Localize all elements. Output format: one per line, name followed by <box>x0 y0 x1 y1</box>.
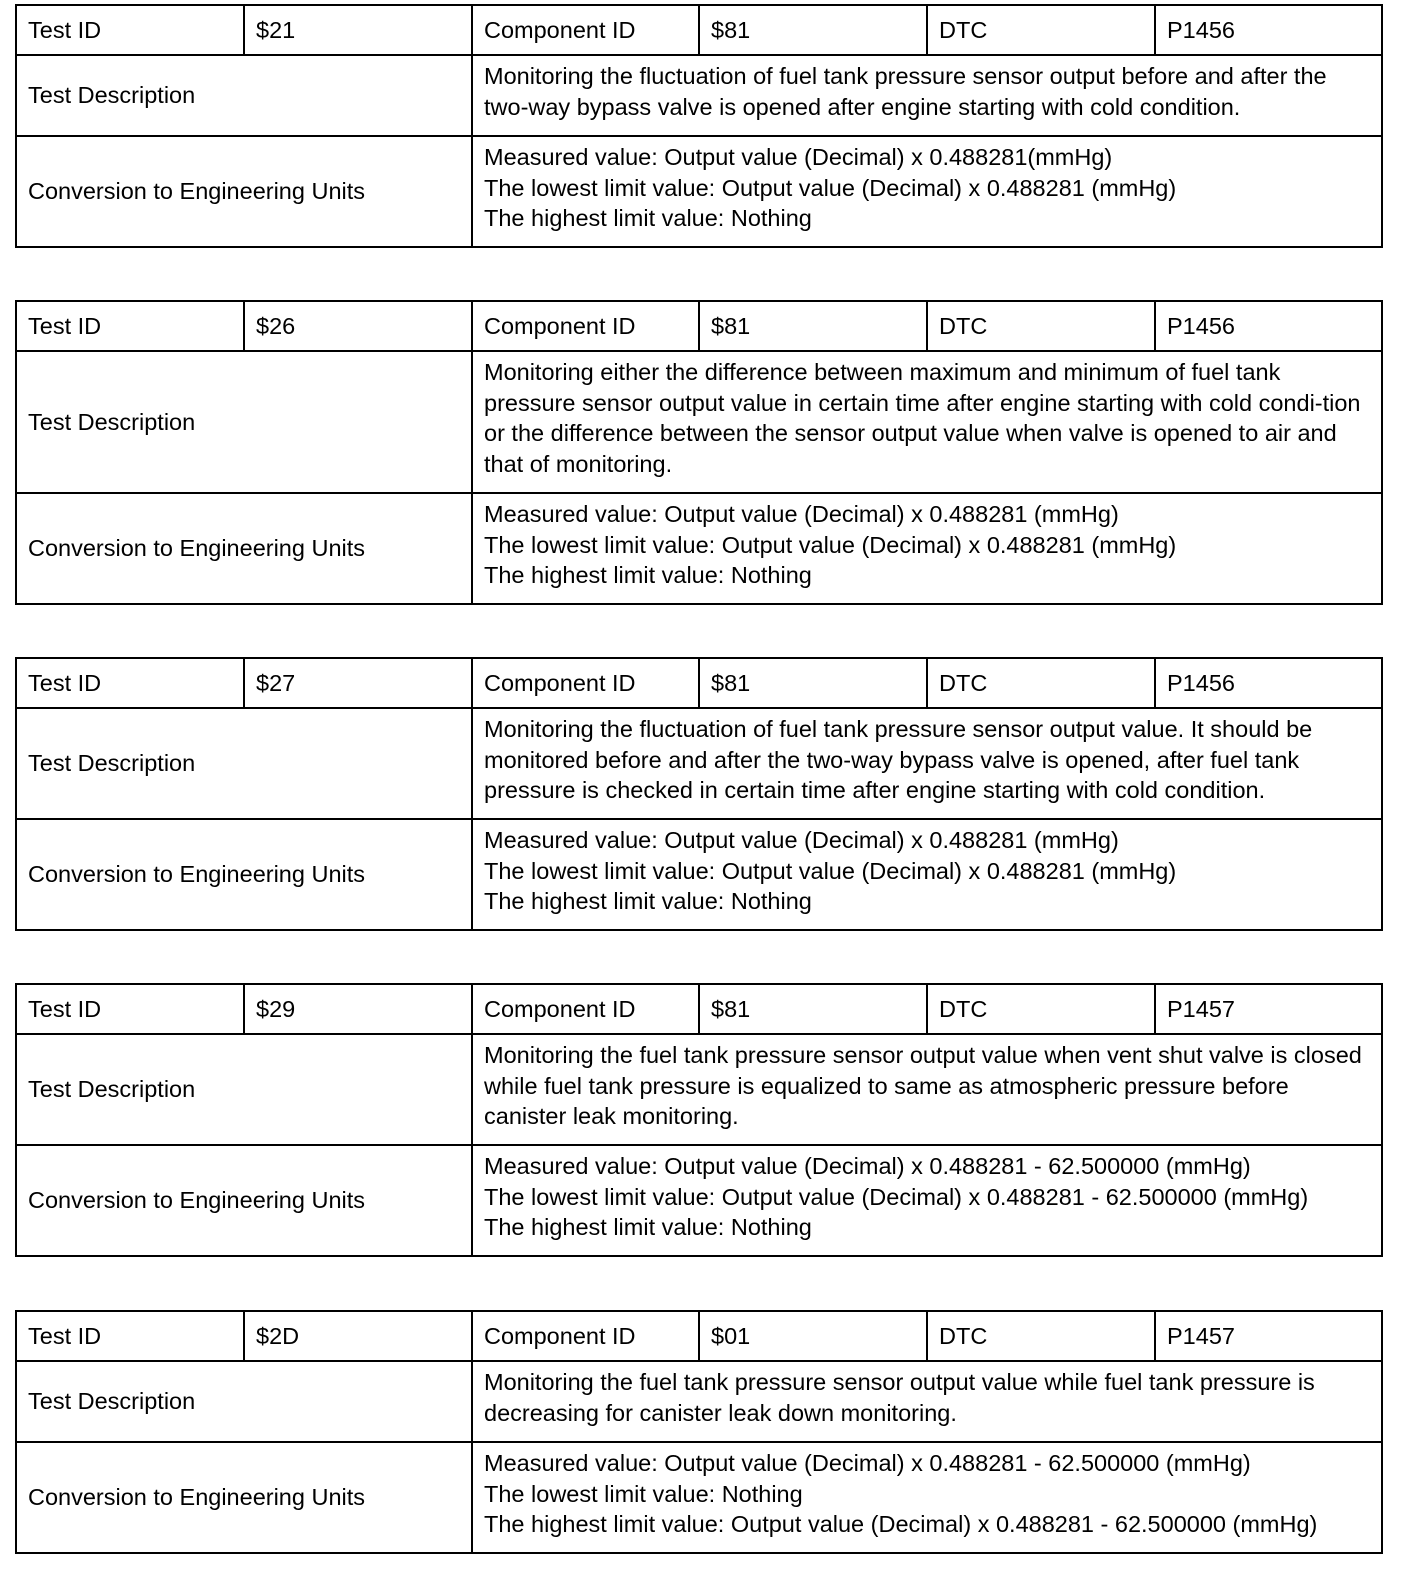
component-id-value: $81 <box>699 301 927 351</box>
description-row <box>16 708 1382 819</box>
test-spec-table <box>15 983 1383 1257</box>
test-id-label: Test ID <box>16 5 244 55</box>
description-text: Monitoring the fluctuation of fuel tank pressure sensor output before and after the two-way bypass valve is opened after engine starting with cold condition. <box>484 63 1327 120</box>
dtc-value: P1456 <box>1155 658 1382 708</box>
conversion-label: Conversion to Engineering Units <box>16 819 472 930</box>
id-row <box>16 984 1382 1034</box>
test-id-value: $27 <box>244 658 472 708</box>
test-description-label: Test Description <box>16 55 472 136</box>
test-description-value <box>472 55 1382 136</box>
conversion-value <box>472 1145 1382 1256</box>
description-text: Monitoring the fuel tank pressure sensor output value when vent shut valve is closed while fuel tank pressure is equalized to same as atmospheric pressure before canister leak monitoring. <box>484 1042 1362 1129</box>
conversion-value <box>472 819 1382 930</box>
highest-limit-line: The highest limit value: Output value (Decimal) x 0.488281 - 62.500000 (mmHg) <box>484 1511 1318 1537</box>
conversion-row <box>16 1442 1382 1553</box>
test-spec-table <box>15 4 1383 248</box>
dtc-label: DTC <box>927 1311 1155 1361</box>
component-id-label: Component ID <box>472 1311 699 1361</box>
measured-value-line: Measured value: Output value (Decimal) x 0.488281 - 62.500000 (mmHg) <box>484 1450 1251 1476</box>
highest-limit-line: The highest limit value: Nothing <box>484 562 812 588</box>
lowest-limit-line: The lowest limit value: Output value (Decimal) x 0.488281 (mmHg) <box>484 174 1177 201</box>
test-description-value <box>472 1361 1382 1442</box>
component-id-label: Component ID <box>472 301 699 351</box>
measured-value-line: Measured value: Output value (Decimal) x 0.488281 (mmHg) <box>484 501 1119 527</box>
conversion-label: Conversion to Engineering Units <box>16 493 472 604</box>
test-spec-table <box>15 657 1383 931</box>
component-id-value: $01 <box>699 1311 927 1361</box>
lowest-limit-line: The lowest limit value: Nothing <box>484 1480 803 1507</box>
highest-limit-line: The highest limit value: Nothing <box>484 888 812 914</box>
component-id-value: $81 <box>699 658 927 708</box>
test-description-value <box>472 1034 1382 1145</box>
dtc-value: P1457 <box>1155 1311 1382 1361</box>
dtc-label: DTC <box>927 658 1155 708</box>
conversion-row <box>16 136 1382 247</box>
test-description-label: Test Description <box>16 1361 472 1442</box>
component-id-label: Component ID <box>472 984 699 1034</box>
highest-limit-line: The highest limit value: Nothing <box>484 1214 812 1240</box>
description-row <box>16 351 1382 493</box>
id-row <box>16 658 1382 708</box>
component-id-value: $81 <box>699 5 927 55</box>
test-id-value: $26 <box>244 301 472 351</box>
description-row <box>16 1361 1382 1442</box>
id-row <box>16 1311 1382 1361</box>
conversion-value <box>472 136 1382 247</box>
conversion-value <box>472 493 1382 604</box>
dtc-label: DTC <box>927 984 1155 1034</box>
id-row <box>16 5 1382 55</box>
test-id-label: Test ID <box>16 301 244 351</box>
conversion-row <box>16 819 1382 930</box>
dtc-value: P1456 <box>1155 5 1382 55</box>
test-description-label: Test Description <box>16 1034 472 1145</box>
description-text: Monitoring either the difference between maximum and minimum of fuel tank pressure sensor output value in certain time after engine starting with cold condi-tion or the difference between the sensor output value when valve is opened to air and that of monitoring. <box>484 359 1361 477</box>
test-description-label: Test Description <box>16 708 472 819</box>
conversion-label: Conversion to Engineering Units <box>16 1442 472 1553</box>
description-row <box>16 55 1382 136</box>
dtc-value: P1456 <box>1155 301 1382 351</box>
dtc-label: DTC <box>927 5 1155 55</box>
test-description-value <box>472 708 1382 819</box>
dtc-label: DTC <box>927 301 1155 351</box>
conversion-label: Conversion to Engineering Units <box>16 136 472 247</box>
highest-limit-line: The highest limit value: Nothing <box>484 205 812 231</box>
test-id-label: Test ID <box>16 984 244 1034</box>
description-row <box>16 1034 1382 1145</box>
lowest-limit-line: The lowest limit value: Output value (Decimal) x 0.488281 (mmHg) <box>484 857 1177 884</box>
dtc-value: P1457 <box>1155 984 1382 1034</box>
component-id-label: Component ID <box>472 5 699 55</box>
component-id-value: $81 <box>699 984 927 1034</box>
description-text: Monitoring the fluctuation of fuel tank pressure sensor output value. It should be monitored before and after the two-way bypass valve is opened, after fuel tank pressure is checked in certain time after engine starting with cold condition. <box>484 716 1313 803</box>
conversion-value <box>472 1442 1382 1553</box>
test-id-value: $21 <box>244 5 472 55</box>
test-description-value <box>472 351 1382 493</box>
measured-value-line: Measured value: Output value (Decimal) x 0.488281 (mmHg) <box>484 827 1119 853</box>
conversion-row <box>16 493 1382 604</box>
test-id-value: $29 <box>244 984 472 1034</box>
test-spec-table <box>15 300 1383 605</box>
test-description-label: Test Description <box>16 351 472 493</box>
measured-value-line: Measured value: Output value (Decimal) x 0.488281(mmHg) <box>484 144 1113 170</box>
test-id-label: Test ID <box>16 1311 244 1361</box>
id-row <box>16 301 1382 351</box>
measured-value-line: Measured value: Output value (Decimal) x 0.488281 - 62.500000 (mmHg) <box>484 1153 1251 1179</box>
test-id-label: Test ID <box>16 658 244 708</box>
lowest-limit-line: The lowest limit value: Output value (Decimal) x 0.488281 - 62.500000 (mmHg) <box>484 1183 1309 1210</box>
description-text: Monitoring the fuel tank pressure sensor output value while fuel tank pressure is decreasing for canister leak down monitoring. <box>484 1369 1315 1426</box>
conversion-row <box>16 1145 1382 1256</box>
component-id-label: Component ID <box>472 658 699 708</box>
test-id-value: $2D <box>244 1311 472 1361</box>
lowest-limit-line: The lowest limit value: Output value (Decimal) x 0.488281 (mmHg) <box>484 531 1177 558</box>
conversion-label: Conversion to Engineering Units <box>16 1145 472 1256</box>
test-spec-table <box>15 1310 1383 1554</box>
